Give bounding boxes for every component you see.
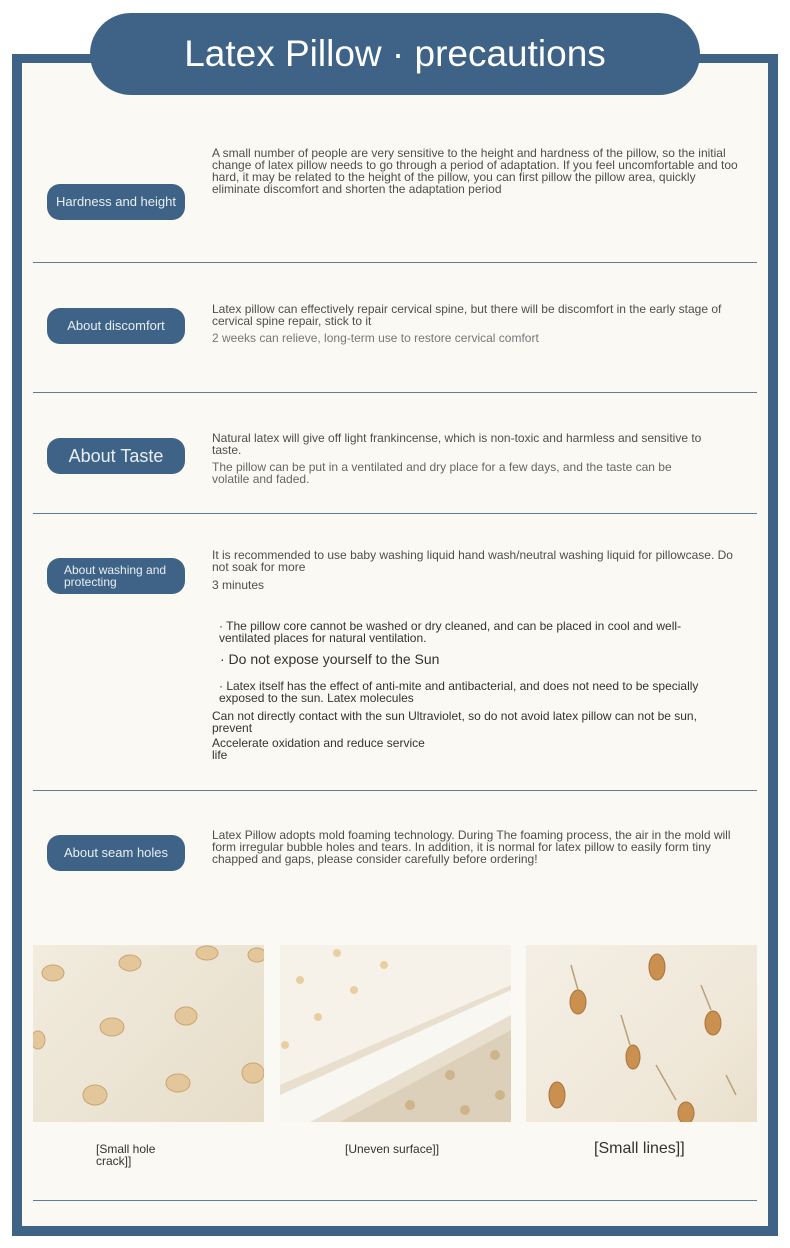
paragraph: 2 weeks can relieve, long-term use to restore cervical comfort [212,331,539,345]
page-title-banner [90,13,700,95]
section-text-discomfort [212,303,747,344]
paragraph: Accelerate oxidation and reduce service life [212,736,425,762]
section-divider [33,790,757,791]
section-text-seam-holes [212,829,732,865]
paragraph: 3 minutes [212,578,265,592]
page-title: Latex Pillow · precautions [184,33,606,74]
photo-small-lines [526,945,757,1122]
paragraph: · The pillow core cannot be washed or dry cleaned, and can be placed in cool and well-ventilated places for natural ventilation. [219,619,682,645]
section-label-seam-holes: About seam holes [47,835,185,871]
section-label-discomfort: About discomfort [47,308,185,344]
section-text-taste [212,432,727,485]
photo-uneven-surface [280,945,511,1122]
photo-caption: [Small lines]] [594,1140,685,1157]
paragraph: The pillow can be put in a ventilated and dry place for a few days, and the taste can be volatile and faded. [212,460,672,486]
paragraph: Latex Pillow adopts mold foaming technology. During The foaming process, the air in the mold will form irregular bubble holes and tears. In addition, it is normal for latex pillow to easily form tiny chapped and gaps, please consider carefully before ordering! [212,828,731,866]
photo-caption: [Small hole crack]] [96,1142,156,1168]
bottom-divider [33,1200,757,1201]
latex-holes-image [33,945,264,1122]
section-text-hardness [212,147,744,195]
paragraph: · Latex itself has the effect of anti-mite and antibacterial, and does not need to be specially exposed to the sun. Latex molecules [219,679,699,705]
section-divider [33,513,757,514]
paragraph: Latex pillow can effectively repair cervical spine, but there will be discomfort in the early stage of cervical spine repair, stick to it [212,302,722,328]
section-divider [33,392,757,393]
photo-caption: [Uneven surface]] [345,1142,440,1156]
latex-lines-image [526,945,757,1122]
section-label-hardness: Hardness and height [47,184,185,220]
section-divider [33,262,757,263]
paragraph: It is recommended to use baby washing liquid hand wash/neutral washing liquid for pillowcase. Do not soak for more [212,548,733,574]
latex-surface-image [280,945,511,1122]
photo-small-hole [33,945,264,1122]
paragraph: · Do not expose yourself to the Sun [220,651,440,667]
section-text-washing [212,549,752,761]
section-label-washing: About washing and protecting [47,558,185,594]
paragraph: Can not directly contact with the sun Ultraviolet, so do not avoid latex pillow can not be sun, prevent [212,709,697,735]
section-label-taste: About Taste [47,438,185,474]
paragraph: Natural latex will give off light frankincense, which is non-toxic and harmless and sensitive to taste. [212,431,702,457]
paragraph: A small number of people are very sensitive to the height and hardness of the pillow, so the initial change of latex pillow needs to go through a period of adaptation. If you feel uncomfortable and too hard, it may be related to the height of the pillow, you can first pillow the pillow area, quickly eliminate discomfort and shorten the adaptation period [212,146,738,196]
